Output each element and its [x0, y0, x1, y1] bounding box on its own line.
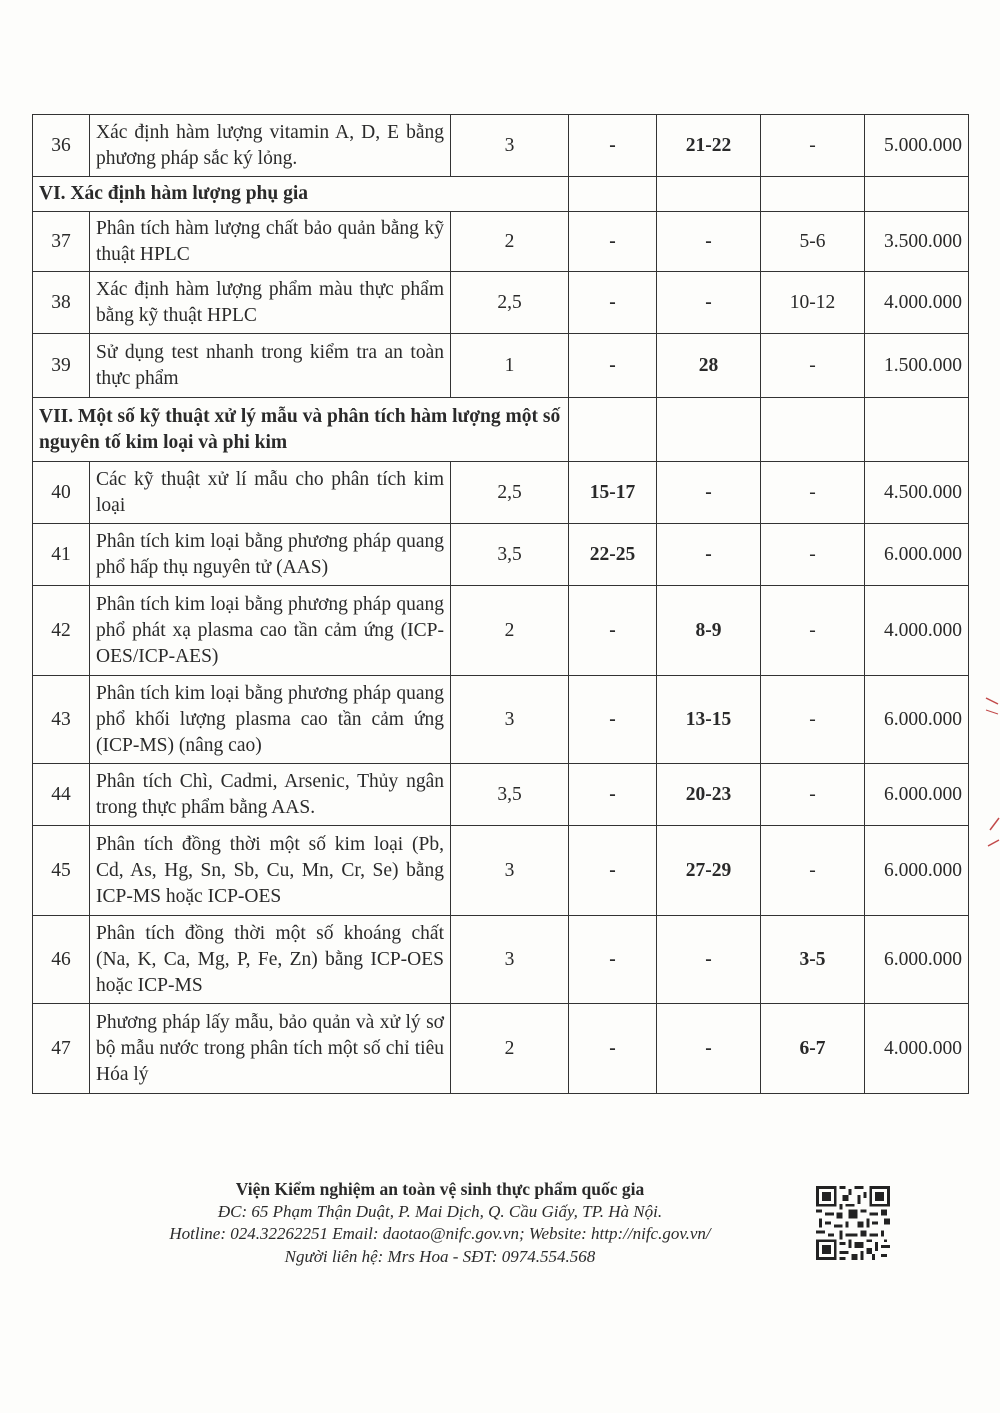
row-number: 39: [33, 334, 90, 398]
course-name: Xác định hàm lượng vitamin A, D, E bằng phương pháp sắc ký lỏng.: [90, 115, 451, 177]
empty-cell: [865, 398, 969, 462]
schedule-cell-2: 8-9: [657, 586, 761, 676]
empty-cell: [761, 177, 865, 212]
qr-code: [816, 1186, 890, 1260]
stamp-edge-mark: [984, 690, 1000, 860]
credits-cell: 2: [451, 586, 569, 676]
fee-cell: 6.000.000: [865, 764, 969, 826]
course-name: Phương pháp lấy mẫu, bảo quản và xử lý sơ bộ mẫu nước trong phân tích một số chỉ tiêu Hóa lý: [90, 1004, 451, 1094]
schedule-cell-3: -: [761, 676, 865, 764]
schedule-cell-1: -: [569, 115, 657, 177]
course-fee-table: [32, 114, 969, 1094]
row-number: 45: [33, 826, 90, 916]
course-name: Phân tích kim loại bằng phương pháp quang phổ phát xạ plasma cao tần cảm ứng (ICP-OES/ICP-AES): [90, 586, 451, 676]
credits-cell: 3: [451, 916, 569, 1004]
footer-org-name: Viện Kiểm nghiệm an toàn vệ sinh thực phẩm quốc gia: [235, 1179, 645, 1199]
table-row: [33, 1004, 969, 1094]
empty-cell: [761, 398, 865, 462]
credits-cell: 3,5: [451, 764, 569, 826]
schedule-cell-1: -: [569, 212, 657, 272]
row-number: 40: [33, 462, 90, 524]
section-title: VII. Một số kỹ thuật xử lý mẫu và phân tích hàm lượng một số nguyên tố kim loại và phi kim: [33, 398, 569, 462]
credits-cell: 3,5: [451, 524, 569, 586]
fee-cell: 4.000.000: [865, 1004, 969, 1094]
empty-cell: [657, 177, 761, 212]
schedule-cell-2: 27-29: [657, 826, 761, 916]
schedule-cell-2: 21-22: [657, 115, 761, 177]
schedule-cell-1: 22-25: [569, 524, 657, 586]
table-row: [33, 115, 969, 177]
table-row: [33, 272, 969, 334]
footer: [100, 1178, 780, 1268]
schedule-cell-3: -: [761, 764, 865, 826]
schedule-cell-3: 10-12: [761, 272, 865, 334]
empty-cell: [657, 398, 761, 462]
fee-cell: 4.000.000: [865, 586, 969, 676]
schedule-cell-3: -: [761, 115, 865, 177]
fee-cell: 3.500.000: [865, 212, 969, 272]
table-row: [33, 334, 969, 398]
course-name: Phân tích đồng thời một số kim loại (Pb, Cd, As, Hg, Sn, Sb, Cu, Mn, Cr, Se) bằng ICP-MS hoặc ICP-OES: [90, 826, 451, 916]
schedule-cell-1: -: [569, 334, 657, 398]
schedule-cell-2: -: [657, 524, 761, 586]
schedule-cell-1: -: [569, 272, 657, 334]
course-name: Xác định hàm lượng phẩm màu thực phẩm bằng kỹ thuật HPLC: [90, 272, 451, 334]
credits-cell: 3: [451, 115, 569, 177]
footer-address: ĐC: 65 Phạm Thận Duật, P. Mai Dịch, Q. Cầu Giấy, TP. Hà Nội.: [217, 1201, 663, 1221]
footer-contact: Hotline: 024.32262251 Email: daotao@nifc.gov.vn; Website: http://nifc.gov.vn/: [169, 1224, 711, 1243]
credits-cell: 3: [451, 826, 569, 916]
schedule-cell-2: -: [657, 462, 761, 524]
empty-cell: [865, 177, 969, 212]
fee-cell: 4.000.000: [865, 272, 969, 334]
course-name: Phân tích kim loại bằng phương pháp quang phổ hấp thụ nguyên tử (AAS): [90, 524, 451, 586]
fee-cell: 6.000.000: [865, 524, 969, 586]
table-row: [33, 212, 969, 272]
credits-cell: 1: [451, 334, 569, 398]
schedule-cell-3: 3-5: [761, 916, 865, 1004]
credits-cell: 3: [451, 676, 569, 764]
table-row: [33, 676, 969, 764]
schedule-cell-3: -: [761, 524, 865, 586]
schedule-cell-1: -: [569, 826, 657, 916]
schedule-cell-3: -: [761, 462, 865, 524]
credits-cell: 2: [451, 1004, 569, 1094]
fee-cell: 6.000.000: [865, 826, 969, 916]
course-name: Phân tích hàm lượng chất bảo quản bằng kỹ thuật HPLC: [90, 212, 451, 272]
section-header-row: [33, 398, 969, 462]
table-row: [33, 764, 969, 826]
row-number: 43: [33, 676, 90, 764]
schedule-cell-1: -: [569, 676, 657, 764]
row-number: 38: [33, 272, 90, 334]
table-body: [33, 115, 969, 1094]
credits-cell: 2: [451, 212, 569, 272]
table-row: [33, 524, 969, 586]
course-name: Các kỹ thuật xử lí mẫu cho phân tích kim loại: [90, 462, 451, 524]
schedule-cell-1: -: [569, 586, 657, 676]
table-row: [33, 586, 969, 676]
row-number: 36: [33, 115, 90, 177]
schedule-cell-2: -: [657, 916, 761, 1004]
fee-cell: 4.500.000: [865, 462, 969, 524]
fee-cell: 6.000.000: [865, 916, 969, 1004]
row-number: 42: [33, 586, 90, 676]
schedule-cell-3: -: [761, 586, 865, 676]
fee-cell: 6.000.000: [865, 676, 969, 764]
schedule-cell-2: -: [657, 1004, 761, 1094]
section-header-row: [33, 177, 969, 212]
schedule-cell-3: -: [761, 826, 865, 916]
row-number: 41: [33, 524, 90, 586]
schedule-cell-2: 20-23: [657, 764, 761, 826]
schedule-cell-1: -: [569, 1004, 657, 1094]
row-number: 47: [33, 1004, 90, 1094]
credits-cell: 2,5: [451, 462, 569, 524]
table-row: [33, 826, 969, 916]
section-title: VI. Xác định hàm lượng phụ gia: [33, 177, 569, 212]
empty-cell: [569, 398, 657, 462]
schedule-cell-1: 15-17: [569, 462, 657, 524]
schedule-cell-3: 5-6: [761, 212, 865, 272]
row-number: 44: [33, 764, 90, 826]
schedule-cell-3: -: [761, 334, 865, 398]
table-row: [33, 916, 969, 1004]
schedule-cell-2: -: [657, 272, 761, 334]
schedule-cell-2: 28: [657, 334, 761, 398]
empty-cell: [569, 177, 657, 212]
schedule-cell-1: -: [569, 916, 657, 1004]
schedule-cell-2: -: [657, 212, 761, 272]
schedule-cell-3: 6-7: [761, 1004, 865, 1094]
course-name: Phân tích Chì, Cadmi, Arsenic, Thủy ngân trong thực phẩm bằng AAS.: [90, 764, 451, 826]
fee-cell: 1.500.000: [865, 334, 969, 398]
footer-contact-person: Người liên hệ: Mrs Hoa - SĐT: 0974.554.568: [284, 1246, 596, 1266]
course-name: Sử dụng test nhanh trong kiểm tra an toàn thực phẩm: [90, 334, 451, 398]
course-name: Phân tích đồng thời một số khoáng chất (Na, K, Ca, Mg, P, Fe, Zn) bằng ICP-OES hoặc ICP-MS: [90, 916, 451, 1004]
row-number: 37: [33, 212, 90, 272]
course-name: Phân tích kim loại bằng phương pháp quang phổ khối lượng plasma cao tần cảm ứng (ICP-MS) (nâng cao): [90, 676, 451, 764]
row-number: 46: [33, 916, 90, 1004]
table-row: [33, 462, 969, 524]
fee-cell: 5.000.000: [865, 115, 969, 177]
credits-cell: 2,5: [451, 272, 569, 334]
schedule-cell-1: -: [569, 764, 657, 826]
schedule-cell-2: 13-15: [657, 676, 761, 764]
